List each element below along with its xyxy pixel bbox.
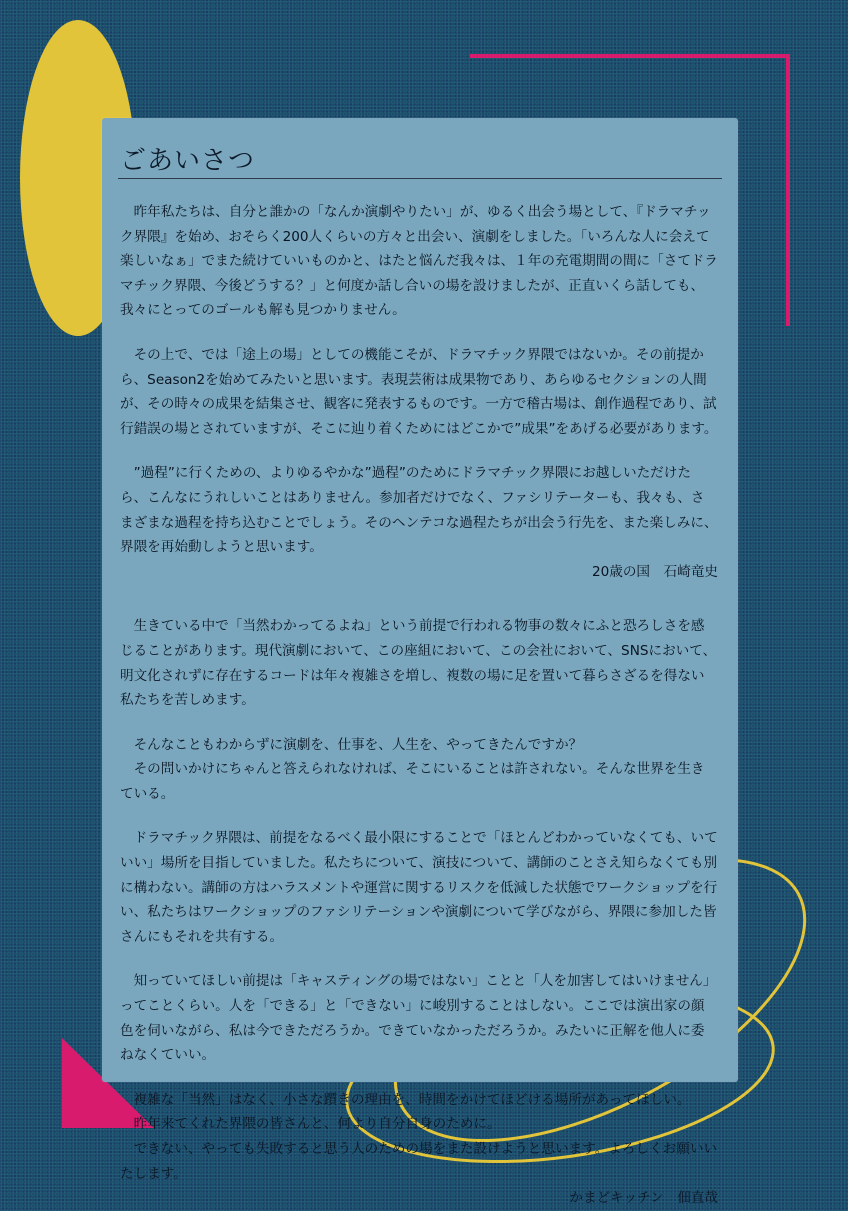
signature-ishizaki: 20歳の国 石崎竜史 bbox=[591, 563, 718, 580]
paragraph: その問いかけにちゃんと答えられなければ、そこにいることは許されない。そんな世界を生きている。 bbox=[120, 761, 705, 802]
paragraph: そんなこともわからずに演劇を、仕事を、人生を、やってきたんですか？ bbox=[133, 736, 583, 753]
greeting-body bbox=[120, 200, 718, 1211]
paragraph: 複雑な「当然」はなく、小さな躓きの理由を、時間をかけてほどける場所があってほしい。 bbox=[133, 1091, 691, 1108]
paragraph: その上で、では「途上の場」としての機能こそが、ドラマチック界隈ではないか。その前提から、Season2を始めてみたいと思います。表現芸術は成果物であり、あらゆるセクションの人間が、その時々の成果を結集させ、観客に発表するものです。一方で稽古場は、創作過程であり、試行錯誤の場とされていますが、そこに辿り着くためにはどこかで”成果”をあげる必要があります。 bbox=[120, 346, 718, 437]
title-underline bbox=[118, 178, 722, 179]
paragraph: 昨年私たちは、自分と誰かの「なんか演劇やりたい」が、ゆるく出会う場として、『ドラマチック界隈』を始め、おそらく200人くらいの方々と出会い、演劇をしました。「いろんな人に会えて楽しいなぁ」でまた続けていいものかと、はたと悩んだ我々は、１年の充電期間の間に「さてドラマチック界隈、今後どうする？」と何度か話し合いの場を設けましたが、正直いくら話しても、我々にとってのゴールも解も見つかりません。 bbox=[120, 204, 718, 319]
signature-tsukuda: かまどキッチン 佃直哉 bbox=[569, 1190, 718, 1207]
paragraph: できない、やっても失敗すると思う人のための場をまた設けようと思います。よろしくお願いいたします。 bbox=[120, 1141, 718, 1182]
paragraph: 生きている中で「当然わかってるよね」という前提で行われる物事の数々にふと恐ろしさを感じることがあります。現代演劇において、この座組において、この会社において、SNSにおいて、明文化されずに存在するコードは年々複雑さを増し、複数の場に足を置いて暮らさざるを得ない私たちを苦しめます。 bbox=[120, 618, 717, 709]
paragraph: ドラマチック界隈は、前提をなるべく最小限にすることで「ほとんどわかっていなくても、いていい」場所を目指していました。私たちについて、演技について、講師のことさえ知らなくても別に構わない。講師の方はハラスメントや運営に関するリスクを低減した状態でワークショップを行い、私たちはワークショップのファシリテーションや演劇について学びながら、界隈に参加した皆さんにもそれを共有する。 bbox=[120, 830, 718, 945]
paragraph: ”過程”に行くための、よりゆるやかな”過程”のためにドラマチック界隈にお越しいただけたら、こんなにうれしいことはありません。参加者だけでなく、ファシリテーターも、我々も、さまざまな過程を持ち込むことでしょう。そのヘンテコな過程たちが出会う行先を、また楽しみに、界隈を再始動しようと思います。 bbox=[120, 465, 718, 556]
page-title: ごあいさつ bbox=[120, 146, 256, 176]
paragraph: 昨年来てくれた界隈の皆さんと、何より自分自身のために。 bbox=[133, 1116, 501, 1133]
paragraph: 知っていてほしい前提は「キャスティングの場ではない」ことと「人を加害してはいけません」ってことくらい。人を「できる」と「できない」に峻別することはしない。ここでは演出家の顔色を伺いながら、私は今できただろうか。できていなかっただろうか。みたいに正解を他人に委ねなくていい。 bbox=[120, 973, 717, 1064]
